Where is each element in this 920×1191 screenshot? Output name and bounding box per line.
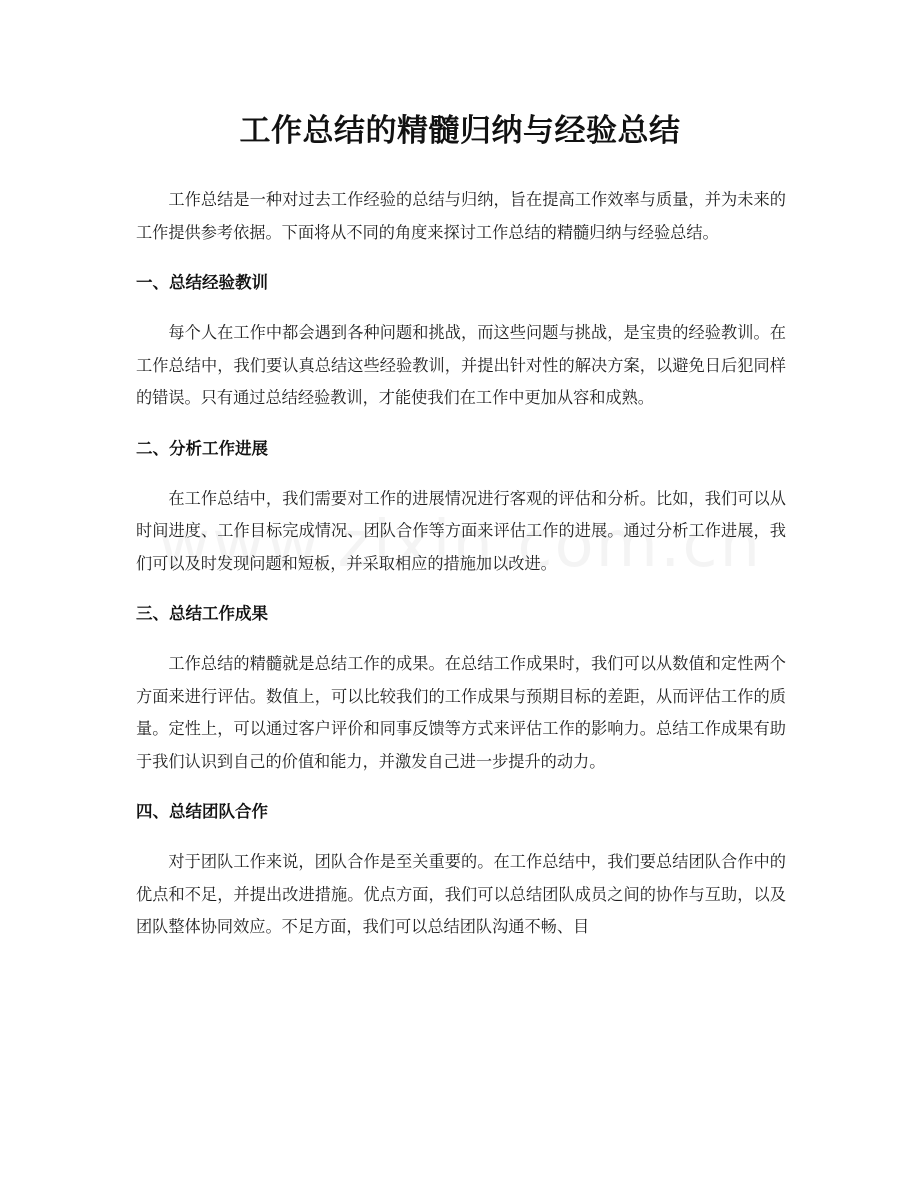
section-1 [136, 267, 786, 415]
document-title: 工作总结的精髓归纳与经验总结 [239, 113, 681, 149]
section-3 [136, 598, 786, 778]
section-heading: 三、总结工作成果 [136, 604, 268, 623]
section-heading: 二、分析工作进展 [136, 438, 268, 458]
section-2 [136, 433, 786, 581]
section-paragraph: 工作总结的精髓就是总结工作的成果。在总结工作成果时，我们可以从数值和定性两个方面来进行评估。数值上，可以比较我们的工作成果与预期目标的差距，从而评估工作的质量。定性上，可以通过客户评价和同事反馈等方式来评估工作的影响力。总结工作成果有助于我们认识到自己的价值和能力，并激发自己进一步提升的动力。 [136, 654, 786, 771]
section-4 [136, 796, 786, 944]
section-heading: 一、总结经验教训 [136, 273, 268, 292]
intro-paragraph: 工作总结是一种对过去工作经验的总结与归纳，旨在提高工作效率与质量，并为未来的工作提供参考依据。下面将从不同的角度来探讨工作总结的精髓归纳与经验总结。 [136, 190, 786, 242]
document-body [136, 184, 786, 944]
section-paragraph: 在工作总结中，我们需要对工作的进展情况进行客观的评估和分析。比如，我们可以从时间进度、工作目标完成情况、团队合作等方面来评估工作的进展。通过分析工作进展，我们可以及时发现问题和短板，并采取相应的措施加以改进。 [136, 488, 786, 573]
section-paragraph: 对于团队工作来说，团队合作是至关重要的。在工作总结中，我们要总结团队合作中的优点和不足，并提出改进措施。优点方面，我们可以总结团队成员之间的协作与互助，以及团队整体协同效应。不足方面，我们可以总结团队沟通不畅、目 [136, 852, 786, 936]
section-heading: 四、总结团队合作 [136, 802, 268, 821]
section-paragraph: 每个人在工作中都会遇到各种问题和挑战，而这些问题与挑战，是宝贵的经验教训。在工作总结中，我们要认真总结这些经验教训，并提出针对性的解决方案，以避免日后犯同样的错误。只有通过总结经验教训，才能使我们在工作中更加从容和成熟。 [136, 323, 786, 407]
